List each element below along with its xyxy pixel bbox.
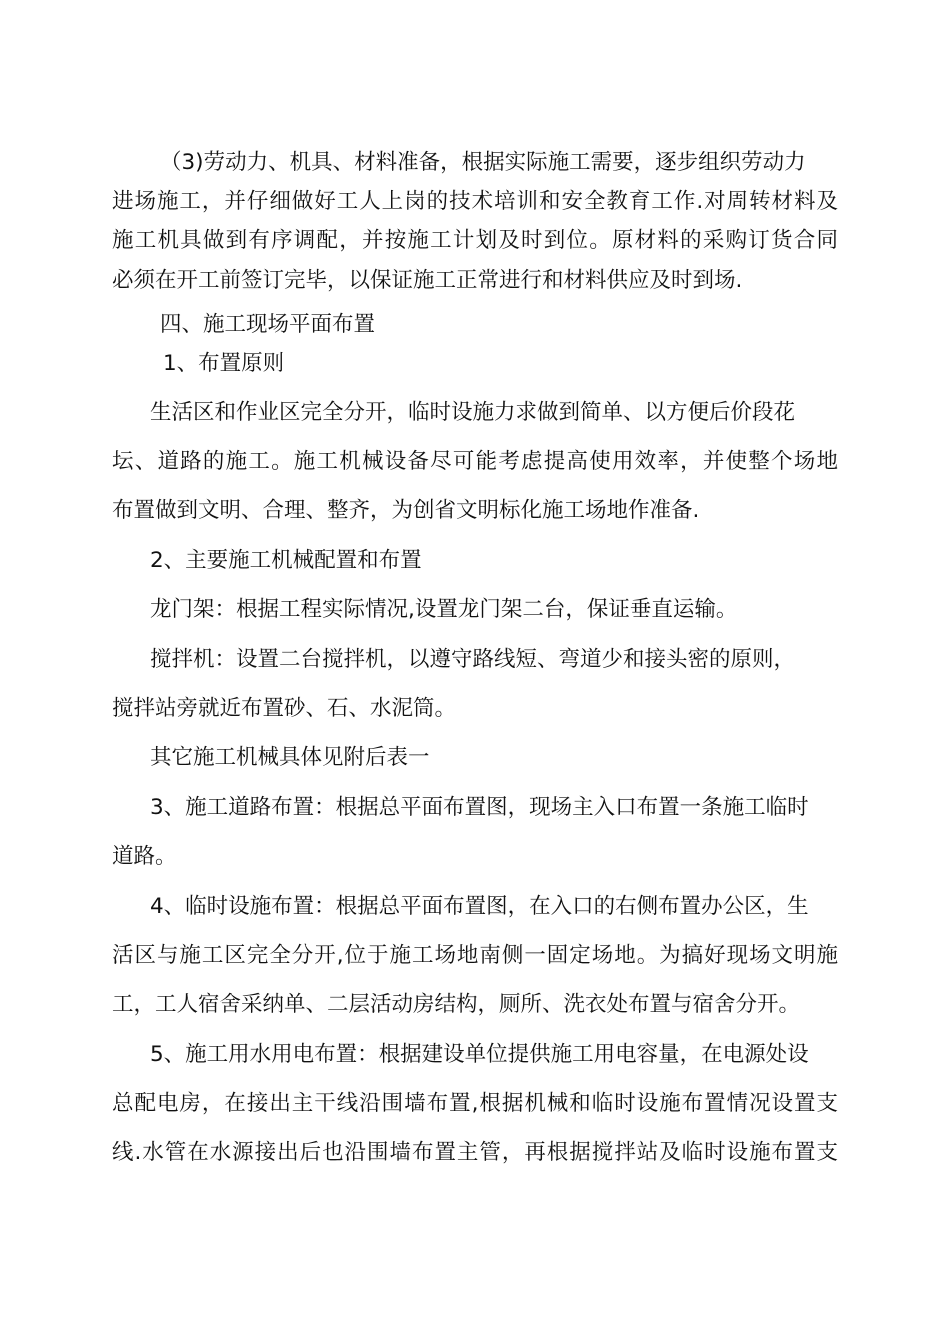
paragraph-line: 必须在开工前签订完毕，以保证施工正常进行和材料供应及时到场. bbox=[112, 268, 743, 293]
paragraph-line: 进场施工，并仔细做好工人上岗的技术培训和安全教育工作.对周转材料及 bbox=[112, 189, 838, 214]
subsection-heading: 2、主要施工机械配置和布置 bbox=[150, 548, 422, 573]
paragraph-line: 道路。 bbox=[112, 844, 177, 869]
paragraph-line: 搅拌机：设置二台搅拌机，以遵守路线短、弯道少和接头密的原则， bbox=[150, 647, 796, 672]
paragraph-line: 总配电房，在接出主干线沿围墙布置,根据机械和临时设施布置情况设置支 bbox=[112, 1091, 838, 1116]
paragraph-line: 其它施工机械具体见附后表一 bbox=[150, 745, 430, 770]
paragraph-line: 线.水管在水源接出后也沿围墙布置主管，再根据搅拌站及临时设施布置支 bbox=[112, 1140, 838, 1165]
paragraph-line: 龙门架：根据工程实际情况,设置龙门架二台，保证垂直运输。 bbox=[150, 597, 738, 622]
paragraph-line: 3、施工道路布置：根据总平面布置图，现场主入口布置一条施工临时 bbox=[150, 795, 809, 820]
paragraph-line: 布置做到文明、合理、整齐，为创省文明标化施工场地作准备. bbox=[112, 498, 700, 523]
section-heading: 四、施工现场平面布置 bbox=[160, 312, 376, 337]
paragraph-line: 坛、道路的施工。施工机械设备尽可能考虑提高使用效率，并使整个场地 bbox=[112, 449, 838, 474]
paragraph-line: 施工机具做到有序调配，并按施工计划及时到位。原材料的采购订货合同 bbox=[112, 228, 838, 253]
paragraph-line: 生活区和作业区完全分开，临时设施力求做到简单、以方便后价段花 bbox=[150, 400, 796, 425]
paragraph-line: 搅拌站旁就近布置砂、石、水泥筒。 bbox=[112, 696, 457, 721]
paragraph-line: （3)劳动力、机具、材料准备，根据实际施工需要，逐步组织劳动力 bbox=[160, 150, 806, 175]
paragraph-line: 活区与施工区完全分开,位于施工场地南侧一固定场地。为搞好现场文明施 bbox=[112, 943, 838, 968]
paragraph-line: 5、施工用水用电布置：根据建设单位提供施工用电容量，在电源处设 bbox=[150, 1042, 809, 1067]
subsection-heading: 1、布置原则 bbox=[163, 351, 285, 376]
paragraph-line: 工，工人宿舍采纳单、二层活动房结构，厕所、洗衣处布置与宿舍分开。 bbox=[112, 992, 801, 1017]
paragraph-line: 4、临时设施布置：根据总平面布置图，在入口的右侧布置办公区，生 bbox=[150, 894, 809, 919]
